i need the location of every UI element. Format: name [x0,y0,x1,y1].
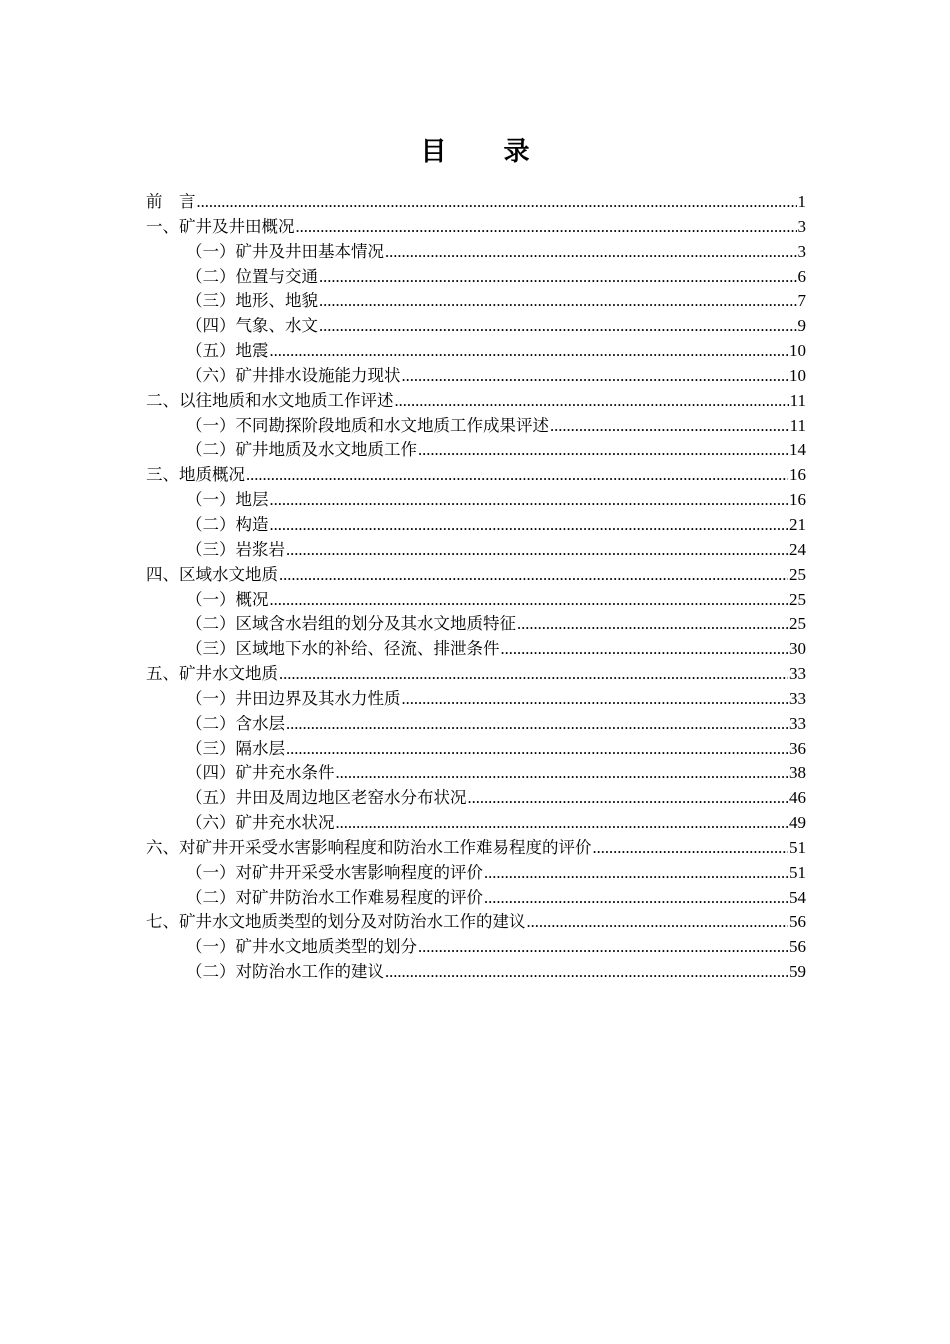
toc-entry-label: （一）矿井水文地质类型的划分 [186,937,417,957]
dot-leader [468,786,789,811]
toc-entry-page-number: 56 [789,937,806,957]
dot-leader [385,960,788,985]
toc-entry[interactable] [146,240,806,265]
dot-leader [593,836,789,861]
toc-entry[interactable] [146,588,806,613]
toc-entry-label: （三）区域地下水的补给、径流、排泄条件 [186,639,500,659]
toc-entry-page-number: 10 [789,365,806,385]
toc-entry-label: （一）对矿井开采受水害影响程度的评价 [186,862,483,882]
toc-entry-label: （二）区域含水岩组的划分及其水文地质特征 [186,614,516,634]
dot-leader [517,612,788,637]
toc-entry-page-number: 14 [789,440,806,460]
toc-entry[interactable] [146,488,806,513]
dot-leader [402,687,789,712]
dot-leader [270,588,789,613]
toc-entry[interactable] [146,314,806,339]
dot-leader [418,935,788,960]
dot-leader [402,364,789,389]
toc-entry-page-number: 24 [789,539,806,559]
toc-entry[interactable] [146,811,806,836]
toc-entry[interactable] [146,612,806,637]
toc-entry[interactable] [146,637,806,662]
toc-entry-page-number: 51 [789,837,806,857]
dot-leader [385,240,797,265]
toc-entry[interactable] [146,215,806,240]
toc-entry-page-number: 6 [797,266,806,286]
toc-entry[interactable] [146,265,806,290]
dot-leader [270,513,789,538]
toc-entry-page-number: 3 [797,216,806,236]
toc-entry-page-number: 46 [789,788,806,808]
toc-entry-page-number: 11 [789,415,806,435]
toc-entry-page-number: 16 [789,490,806,510]
toc-entry[interactable] [146,662,806,687]
toc-entry[interactable] [146,761,806,786]
toc-entry[interactable] [146,935,806,960]
dot-leader [279,662,788,687]
toc-entry[interactable] [146,538,806,563]
toc-entry-page-number: 21 [789,514,806,534]
dot-leader [197,190,797,215]
toc-entry-label: （一）矿井及井田基本情况 [186,241,384,261]
toc-entry-label: （一）不同勘探阶段地质和水文地质工作成果评述 [186,415,549,435]
toc-entry-label: （二）构造 [186,514,269,534]
toc-entry-page-number: 33 [789,688,806,708]
dot-leader [484,861,788,886]
toc-entry-label: （一）概况 [186,589,269,609]
dot-leader [246,463,788,488]
dot-leader [418,438,788,463]
toc-entry-label: 二、以往地质和水文地质工作评述 [146,390,394,410]
toc-entry[interactable] [146,364,806,389]
toc-entry-page-number: 11 [789,390,806,410]
dot-leader [286,712,788,737]
toc-entry-page-number: 16 [789,465,806,485]
toc-entry[interactable] [146,463,806,488]
dot-leader [319,314,797,339]
toc-entry-page-number: 51 [789,862,806,882]
toc-entry[interactable] [146,339,806,364]
toc-entry[interactable] [146,886,806,911]
dot-leader [336,811,789,836]
toc-entry[interactable] [146,910,806,935]
toc-entry-page-number: 7 [797,291,806,311]
toc-entry-label: 三、地质概况 [146,465,245,485]
toc-entry-page-number: 10 [789,341,806,361]
toc-entry-label: （一）地层 [186,490,269,510]
toc-entry-label: （二）含水层 [186,713,285,733]
dot-leader [319,265,797,290]
dot-leader [527,910,789,935]
toc-entry-page-number: 3 [797,241,806,261]
toc-entry-label: 一、矿井及井田概况 [146,216,295,236]
page-title: 目 录 [420,137,554,167]
dot-leader [501,637,789,662]
toc-entry-page-number: 56 [789,912,806,932]
dot-leader [286,538,788,563]
dot-leader [395,389,789,414]
toc-entry[interactable] [146,687,806,712]
toc-entry-label: 前 言 [146,192,196,211]
toc-entry-label: （二）位置与交通 [186,266,318,286]
dot-leader [296,215,797,240]
toc-entry[interactable] [146,438,806,463]
toc-entry[interactable] [146,737,806,762]
dot-leader [270,488,789,513]
toc-entry-page-number: 25 [789,614,806,634]
dot-leader [550,414,789,439]
toc-entry-page-number: 36 [789,738,806,758]
toc-entry[interactable] [146,861,806,886]
dot-leader [319,289,797,314]
toc-entry-label: （五）井田及周边地区老窑水分布状况 [186,788,467,808]
toc-entry-label: （二）矿井地质及水文地质工作 [186,440,417,460]
toc-entry-page-number: 38 [789,763,806,783]
table-of-contents [146,190,806,985]
toc-entry[interactable] [146,190,806,215]
toc-entry-label: （一）井田边界及其水力性质 [186,688,401,708]
toc-entry-page-number: 25 [789,589,806,609]
toc-entry-label: （三）隔水层 [186,738,285,758]
toc-entry-label: 五、矿井水文地质 [146,664,278,684]
toc-entry-page-number: 33 [789,713,806,733]
toc-entry-label: （二）对防治水工作的建议 [186,962,384,982]
toc-entry[interactable] [146,960,806,985]
toc-entry-page-number: 59 [789,962,806,982]
toc-entry[interactable] [146,786,806,811]
dot-leader [286,737,788,762]
toc-entry-label: 六、对矿井开采受水害影响程度和防治水工作难易程度的评价 [146,837,592,857]
toc-entry-page-number: 49 [789,813,806,833]
dot-leader [336,761,789,786]
toc-entry[interactable] [146,289,806,314]
dot-leader [279,563,788,588]
toc-entry-label: （四）气象、水文 [186,316,318,336]
toc-entry-page-number: 1 [797,192,806,211]
toc-entry-label: （三）岩浆岩 [186,539,285,559]
toc-entry-page-number: 30 [789,639,806,659]
toc-entry[interactable] [146,563,806,588]
toc-entry-label: 七、矿井水文地质类型的划分及对防治水工作的建议 [146,912,526,932]
toc-entry-page-number: 9 [797,316,806,336]
toc-entry[interactable] [146,389,806,414]
toc-entry-label: （二）对矿井防治水工作难易程度的评价 [186,887,483,907]
toc-entry-label: （三）地形、地貌 [186,291,318,311]
toc-entry-label: （五）地震 [186,341,269,361]
dot-leader [484,886,788,911]
toc-entry[interactable] [146,712,806,737]
dot-leader [270,339,789,364]
toc-entry[interactable] [146,836,806,861]
toc-entry-page-number: 54 [789,887,806,907]
toc-entry-page-number: 25 [789,564,806,584]
toc-entry[interactable] [146,513,806,538]
toc-entry-page-number: 33 [789,664,806,684]
toc-entry[interactable] [146,414,806,439]
toc-entry-label: 四、区域水文地质 [146,564,278,584]
toc-entry-label: （四）矿井充水条件 [186,763,335,783]
toc-entry-label: （六）矿井充水状况 [186,813,335,833]
toc-entry-label: （六）矿井排水设施能力现状 [186,365,401,385]
